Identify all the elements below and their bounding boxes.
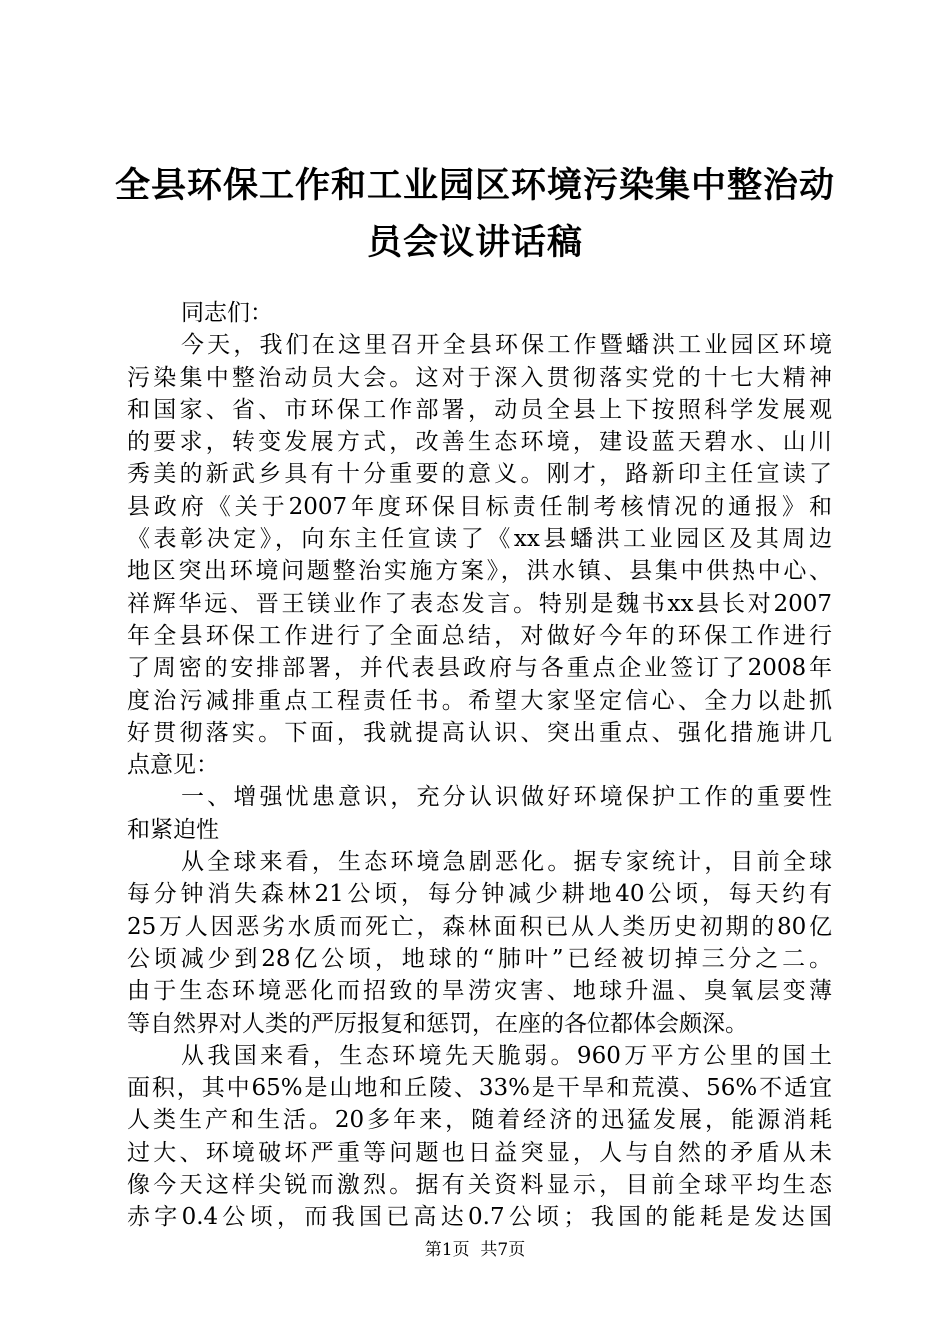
body-text-line: 像今天这样尖锐而激烈。据有关资料显示，目前全球平均生态 [127, 1172, 832, 1199]
body-text-line: 每分钟消失森林21公顷，每分钟减少耕地40公顷，每天约有 [127, 881, 832, 908]
body-text-line: 了周密的安排部署，并代表县政府与各重点企业签订了2008年 [127, 655, 832, 682]
body-text-line: 祥辉华远、晋王镁业作了表态发言。特别是魏书xx县长对2007 [127, 590, 832, 617]
body-text-line: 面积，其中65%是山地和丘陵、33%是干旱和荒漠、56%不适宜 [127, 1075, 832, 1102]
body-text-line: 公顷减少到28亿公顷，地球的“肺叶”已经被切掉三分之二。 [127, 945, 832, 972]
body-text-line: 地区突出环境问题整治实施方案》，洪水镇、县集中供热中心、 [127, 558, 832, 585]
body-text-line: 年全县环保工作进行了全面总结，对做好今年的环保工作进行 [127, 622, 832, 649]
document-title-line-1: 全县环保工作和工业园区环境污染集中整治动 [114, 166, 835, 206]
body-text-line: 好贯彻落实。下面，我就提高认识、突出重点、强化措施讲几 [127, 719, 832, 746]
body-text-line: 等自然界对人类的严厉报复和惩罚，在座的各位都体会颇深。 [127, 1010, 748, 1037]
body-text-line: 污染集中整治动员大会。这对于深入贯彻落实党的十七大精神 [127, 364, 832, 391]
body-text-line: 《表彰决定》，向东主任宣读了《xx县蟠洪工业园区及其周边 [127, 526, 832, 553]
body-text-line: 由于生态环境恶化而招致的旱涝灾害、地球升温、臭氧层变薄 [127, 978, 832, 1005]
body-text-line: 县政府《关于2007年度环保目标责任制考核情况的通报》和 [127, 493, 832, 520]
body-text-line: 秀美的新武乡具有十分重要的意义。刚才，路新印主任宣读了 [127, 461, 832, 488]
body-text-line: 今天，我们在这里召开全县环保工作暨蟠洪工业园区环境 [181, 332, 832, 359]
body-text-line: 从我国来看，生态环境先天脆弱。960万平方公里的国土 [181, 1042, 832, 1069]
body-text-line: 的要求，转变发展方式，改善生态环境，建设蓝天碧水、山川 [127, 429, 832, 456]
body-text-line: 从全球来看，生态环境急剧恶化。据专家统计，目前全球 [181, 849, 832, 876]
body-text-line: 和紧迫性 [127, 816, 219, 843]
body-text-line: 过大、环境破坏严重等问题也日益突显，人与自然的矛盾从未 [127, 1139, 832, 1166]
body-text-line: 人类生产和生活。20多年来，随着经济的迅猛发展，能源消耗 [127, 1107, 832, 1134]
body-text-line: 赤字0.4公顷，而我国已高达0.7公顷；我国的能耗是发达国 [127, 1204, 832, 1231]
document-title-line-2: 员会议讲话稿 [366, 223, 583, 263]
document-body [127, 297, 832, 1234]
body-text-line: 度治污减排重点工程责任书。希望大家坚定信心、全力以赴抓 [127, 687, 832, 714]
page-footer: 第1页 共7页 [424, 1240, 526, 1260]
body-text-line: 25万人因恶劣水质而死亡，森林面积已从人类历史初期的80亿 [127, 913, 832, 940]
body-text-line: 点意见： [127, 752, 219, 779]
body-text-line: 一、增强忧患意识，充分认识做好环境保护工作的重要性 [181, 784, 832, 811]
body-text-line: 同志们： [181, 300, 273, 326]
body-text-line: 和国家、省、市环保工作部署，动员全县上下按照科学发展观 [127, 396, 832, 423]
